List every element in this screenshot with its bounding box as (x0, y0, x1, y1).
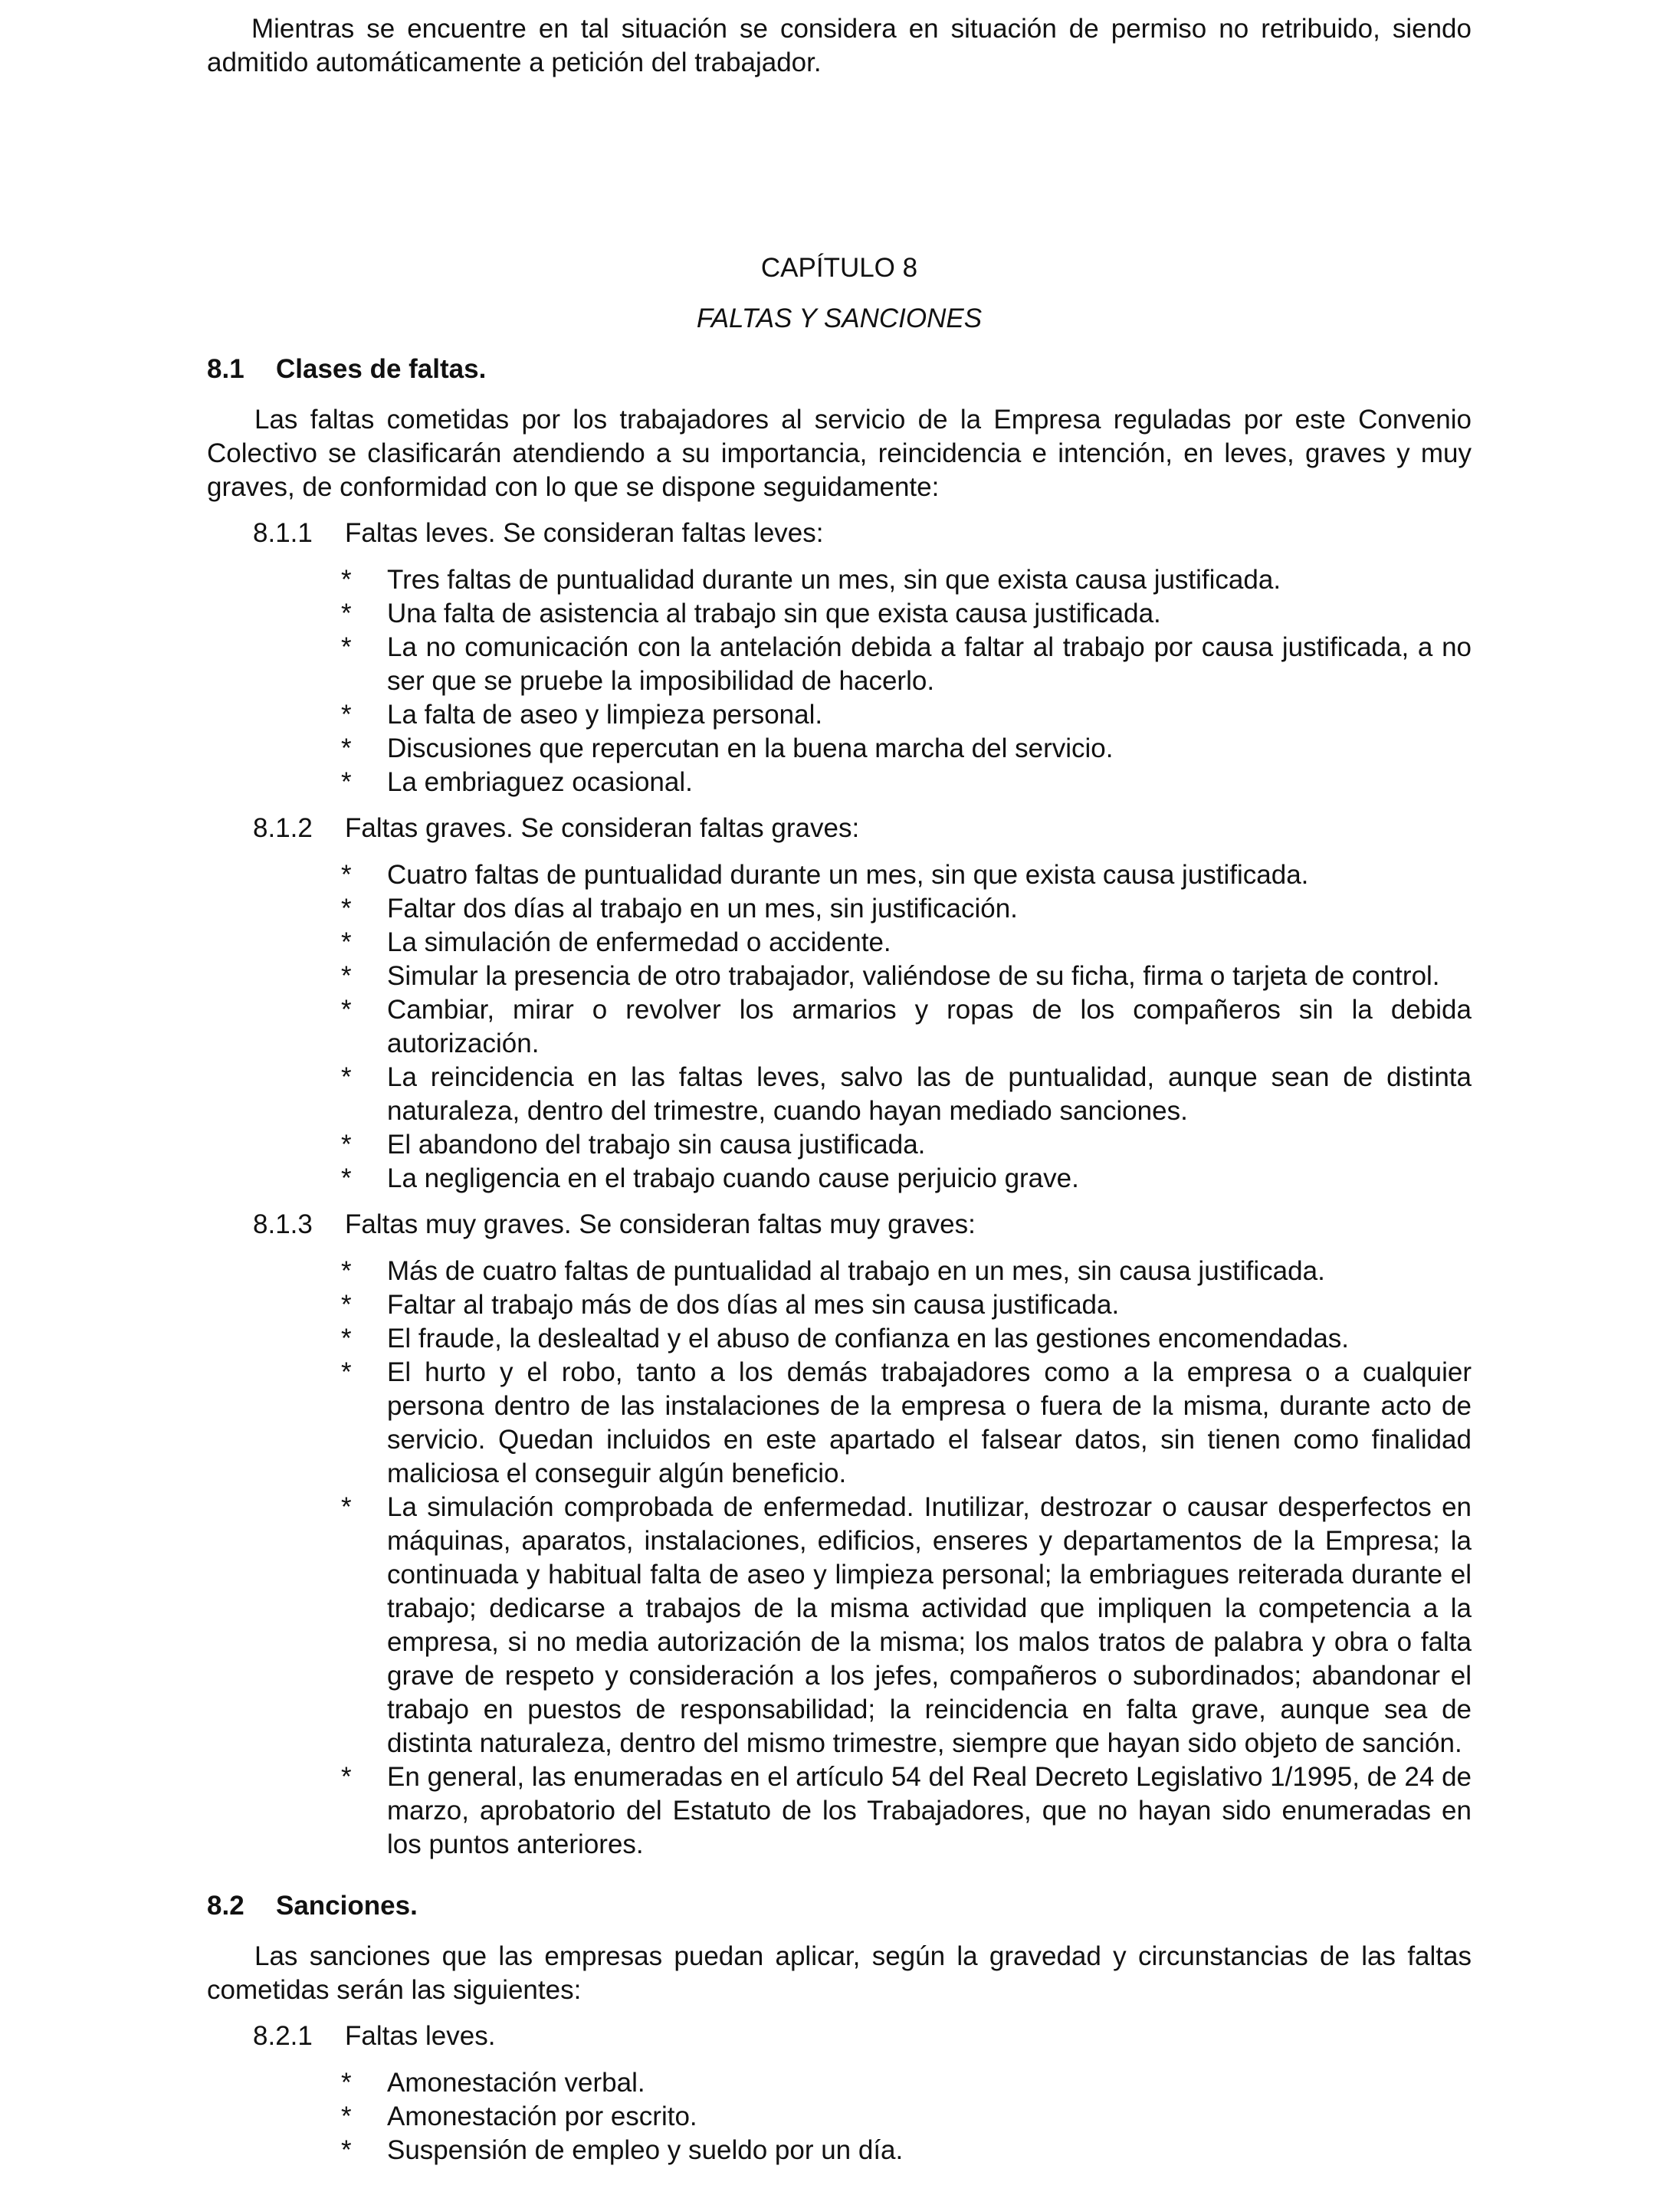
list-item-text: Tres faltas de puntualidad durante un mes, sin que exista causa justificada. (387, 565, 1281, 595)
list-item (341, 1128, 1472, 1162)
list-item (341, 1760, 1472, 1862)
bullet-marker: * (341, 733, 352, 763)
list-item (341, 1356, 1472, 1491)
list-item (341, 2134, 1472, 2167)
section-number: 8.1 (207, 354, 244, 384)
bullet-marker: * (341, 632, 352, 662)
subsection-8-1-2-heading (207, 812, 1472, 845)
document-page (207, 0, 1472, 2167)
list-item-text: Faltar dos días al trabajo en un mes, sin justificación. (387, 894, 1018, 924)
list-item-text: La simulación de enfermedad o accidente. (387, 927, 891, 957)
list-item-text: Más de cuatro faltas de puntualidad al trabajo en un mes, sin causa justificada. (387, 1256, 1325, 1286)
subsection-8-1-3-heading (207, 1208, 1472, 1242)
list-item (341, 926, 1472, 960)
list-item-text: En general, las enumeradas en el artículo 54 del Real Decreto Legislativo 1/1995, de 24 de marzo, aprobatorio del Estatuto de los Trabajadores, que no hayan sido enumeradas en los puntos anteriores. (387, 1762, 1472, 1859)
subsection-title: Faltas leves. Se consideran faltas leves: (345, 518, 824, 548)
bullet-marker: * (341, 1290, 352, 1320)
list-item-text: Discusiones que repercutan en la buena marcha del servicio. (387, 733, 1114, 763)
list-item-text: El fraude, la deslealtad y el abuso de confianza en las gestiones encomendadas. (387, 1324, 1350, 1353)
list-item-text: Cambiar, mirar o revolver los armarios y ropas de los compañeros sin la debida autorización. (387, 995, 1472, 1058)
list-item-text: Cuatro faltas de puntualidad durante un mes, sin que exista causa justificada. (387, 860, 1309, 890)
list-item (341, 1255, 1472, 1288)
subsection-8-1-1-heading (207, 517, 1472, 550)
bullet-marker: * (341, 2135, 352, 2165)
section-number: 8.2 (207, 1891, 244, 1921)
bullet-marker: * (341, 565, 352, 595)
bullet-marker: * (341, 995, 352, 1025)
list-item (341, 2066, 1472, 2100)
subsection-number: 8.1.2 (253, 813, 313, 843)
list-item (341, 766, 1472, 799)
bullet-marker: * (341, 2068, 352, 2098)
bullet-marker: * (341, 1492, 352, 1522)
bullet-marker: * (341, 767, 352, 797)
list-item (341, 892, 1472, 926)
list-item-text: La embriaguez ocasional. (387, 767, 693, 797)
bullet-marker: * (341, 1062, 352, 1092)
list-item (341, 1162, 1472, 1196)
subsection-title: Faltas leves. (345, 2021, 496, 2051)
list-item (341, 1288, 1472, 1322)
bullet-marker: * (341, 927, 352, 957)
list-item (341, 631, 1472, 698)
bullet-marker: * (341, 961, 352, 991)
list-item-text: Suspensión de empleo y sueldo por un día. (387, 2135, 904, 2165)
list-item-text: La negligencia en el trabajo cuando cause perjuicio grave. (387, 1163, 1079, 1193)
section-title: Clases de faltas. (276, 354, 487, 384)
intro-paragraph: Mientras se encuentre en tal situación se considera en situación de permiso no retribuido, siendo admitido automáticamente a petición del trabajador. (207, 14, 1472, 77)
list-item-text: La no comunicación con la antelación debida a faltar al trabajo por causa justificada, a no ser que se pruebe la imposibilidad de hacerlo. (387, 632, 1472, 696)
bullet-marker: * (341, 1357, 352, 1387)
list-item-text: El hurto y el robo, tanto a los demás trabajadores como a la empresa o a cualquier persona dentro de las instalaciones de la empresa o fuera de la misma, durante acto de servicio. Quedan incluidos en este apartado el falsear datos, sin tienen como finalidad maliciosa el conseguir algún beneficio. (387, 1357, 1472, 1488)
subsection-number: 8.2.1 (253, 2021, 313, 2051)
bullet-marker: * (341, 2101, 352, 2131)
faltas-graves-list (207, 858, 1472, 1196)
list-item (341, 960, 1472, 993)
bullet-marker: * (341, 860, 352, 890)
list-item (341, 993, 1472, 1061)
subsection-number: 8.1.3 (253, 1209, 313, 1239)
subsection-8-2-1-heading (207, 2019, 1472, 2053)
faltas-muy-graves-list (207, 1255, 1472, 1862)
list-item-text: El abandono del trabajo sin causa justificada. (387, 1130, 926, 1160)
list-item (341, 563, 1472, 597)
subsection-title: Faltas graves. Se consideran faltas graves: (345, 813, 860, 843)
sanciones-leves-list (207, 2066, 1472, 2167)
bullet-marker: * (341, 700, 352, 730)
faltas-leves-list (207, 563, 1472, 799)
list-item-text: La simulación comprobada de enfermedad. Inutilizar, destrozar o causar desperfectos en máquinas, aparatos, instalaciones, edificios, enseres y departamentos de la Empresa; la continuada y habitual falta de aseo y limpieza personal; la embriagues reiterada durante el trabajo; dedicarse a trabajos de la misma actividad que impliquen la competencia a la empresa, si no media autorización de la misma; los malos tratos de palabra y obra o falta grave de respeto y consideración a los jefes, compañeros o subordinados; abandonar el trabajo en puestos de responsabilidad; la reincidencia en falta grave, aunque sea de distinta naturaleza, dentro del mismo trimestre, siempre que hayan sido objeto de sanción. (387, 1492, 1472, 1758)
section-title: Sanciones. (276, 1891, 418, 1921)
bullet-marker: * (341, 1256, 352, 1286)
list-item (341, 732, 1472, 766)
section-8-1-heading (207, 353, 1472, 386)
list-item (341, 597, 1472, 631)
section-8-2-heading (207, 1889, 1472, 1923)
list-item-text: Una falta de asistencia al trabajo sin que exista causa justificada. (387, 599, 1161, 628)
list-item-text: Amonestación verbal. (387, 2068, 645, 2098)
bullet-marker: * (341, 1163, 352, 1193)
list-item-text: Simular la presencia de otro trabajador, valiéndose de su ficha, firma o tarjeta de control. (387, 961, 1440, 991)
section-8-2-paragraph: Las sanciones que las empresas puedan aplicar, según la gravedad y circunstancias de las faltas cometidas serán las siguientes: (207, 1941, 1472, 2005)
bullet-marker: * (341, 1130, 352, 1160)
subsection-title: Faltas muy graves. Se consideran faltas muy graves: (345, 1209, 976, 1239)
list-item-text: La reincidencia en las faltas leves, salvo las de puntualidad, aunque sean de distinta naturaleza, dentro del trimestre, cuando hayan mediado sanciones. (387, 1062, 1472, 1126)
list-item (341, 858, 1472, 892)
list-item (341, 1491, 1472, 1760)
list-item (341, 1322, 1472, 1356)
list-item-text: Faltar al trabajo más de dos días al mes sin causa justificada. (387, 1290, 1120, 1320)
chapter-subtitle: FALTAS Y SANCIONES (696, 303, 983, 333)
bullet-marker: * (341, 1324, 352, 1353)
list-item (341, 1061, 1472, 1128)
bullet-marker: * (341, 599, 352, 628)
list-item-text: Amonestación por escrito. (387, 2101, 697, 2131)
list-item (341, 2100, 1472, 2134)
chapter-title: CAPÍTULO 8 (760, 253, 918, 283)
bullet-marker: * (341, 894, 352, 924)
list-item (341, 698, 1472, 732)
section-8-1-paragraph: Las faltas cometidas por los trabajadores al servicio de la Empresa reguladas por este Convenio Colectivo se clasificarán atendiendo a su importancia, reincidencia e intención, en leves, graves y muy graves, de conformidad con lo que se dispone seguidamente: (207, 405, 1472, 502)
bullet-marker: * (341, 1762, 352, 1792)
subsection-number: 8.1.1 (253, 518, 313, 548)
list-item-text: La falta de aseo y limpieza personal. (387, 700, 823, 730)
